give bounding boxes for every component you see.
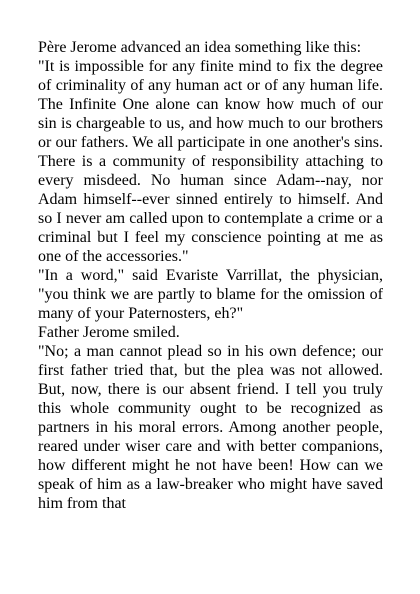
paragraph-varrillat-question: "In a word," said Evariste Varrillat, the physician, "you think we are partly to blame for the omission of many of your Paternosters, eh?" — [38, 267, 383, 322]
paragraph-jerome-smiled: Father Jerome smiled. — [38, 324, 180, 341]
document-page — [38, 38, 383, 513]
paragraph-intro: Père Jerome advanced an idea something like this: — [38, 39, 362, 56]
paragraph-jerome-reply: "No; a man cannot plead so in his own defence; our first father tried that, but the plea was not allowed. But, now, there is our absent friend. I tell you truly this whole community ought to be recognized as partners in his moral errors. Among another people, reared under wiser care and with better companions, how different might he not have been! How can we speak of him as a law-breaker who might have saved him from that — [38, 343, 383, 512]
paragraph-jerome-speech: "It is impossible for any finite mind to fix the degree of criminality of any human act or of any human life. The Infinite One alone can know how much of our sin is chargeable to us, and how much to our brothers or our fathers. We all participate in one another's sins. There is a community of responsibility attaching to every misdeed. No human since Adam--nay, nor Adam himself--ever sinned entirely to himself. And so I never am called upon to contemplate a crime or a criminal but I feel my conscience pointing at me as one of the accessories." — [38, 58, 383, 265]
